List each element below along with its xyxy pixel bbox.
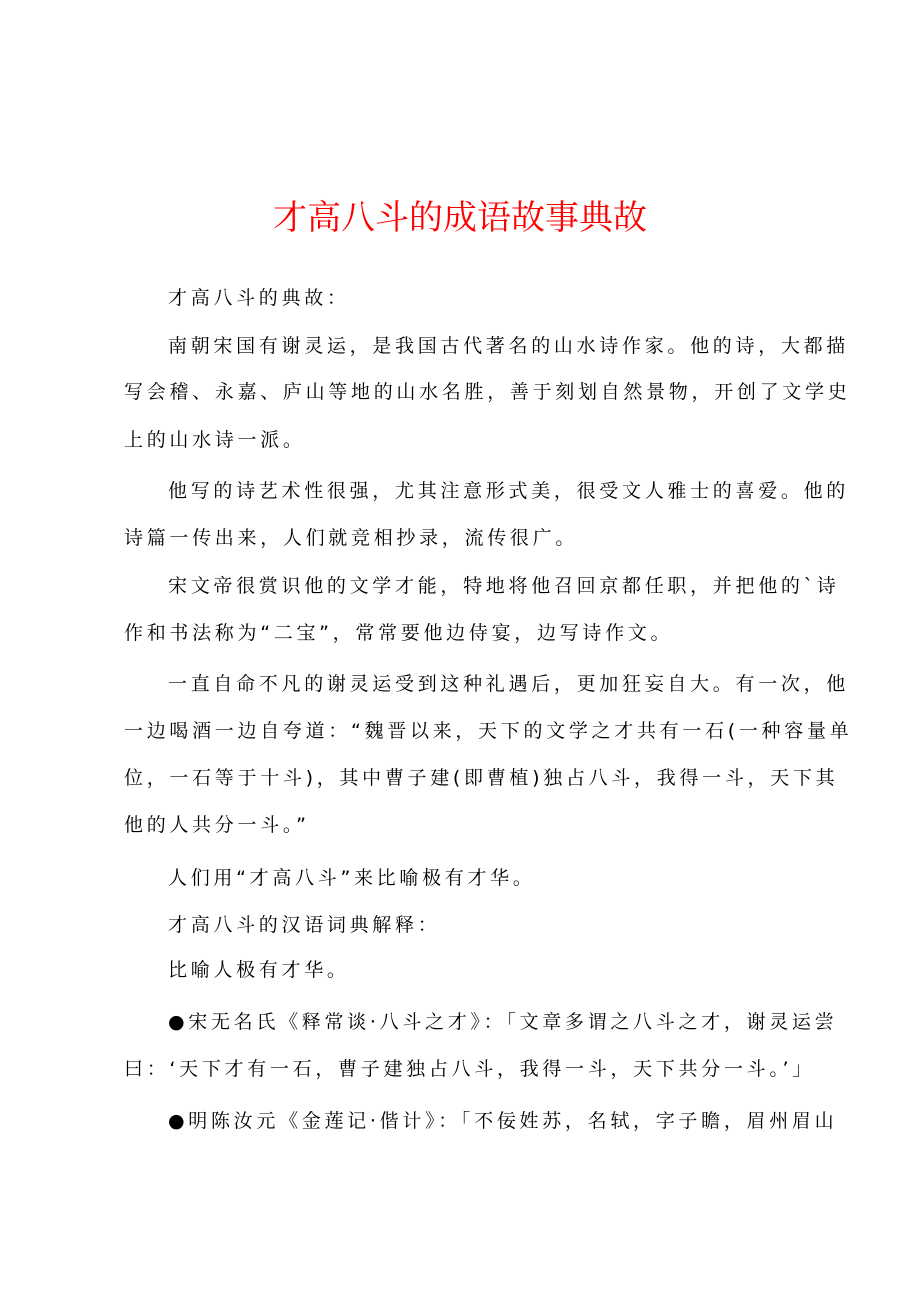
body-line: 宋文帝很赏识他的文学才能，特地将他召回京都任职，并把他的`诗	[168, 575, 840, 597]
body-line: 曰：‘天下才有一石，曹子建独占八斗，我得一斗，天下共分一斗。’」	[124, 1058, 815, 1080]
body-line: 比喻人极有才华。	[168, 959, 350, 981]
body-line: 他的人共分一斗。”	[124, 814, 310, 836]
body-line: 才高八斗的汉语词典解释：	[168, 914, 441, 936]
body-line: 人们用“才高八斗”来比喻极有才华。	[168, 867, 536, 889]
body-line: ●宋无名氏《释常谈·八斗之才》：「文章多谓之八斗之才，谢灵运尝	[168, 1011, 838, 1033]
body-line: 一直自命不凡的谢灵运受到这种礼遇后，更加狂妄自大。有一次，他	[168, 673, 850, 695]
body-line: ●明陈汝元《金莲记·偕计》：「不佞姓苏，名轼，字子瞻，眉州眉山	[168, 1110, 838, 1132]
body-line: 作和书法称为“二宝”，常常要他边侍宴，边写诗作文。	[124, 622, 674, 644]
body-line: 一边喝酒一边自夸道：“魏晋以来，天下的文学之才共有一石(一种容量单	[124, 720, 853, 742]
body-line: 上的山水诗一派。	[124, 429, 306, 451]
body-line: 位，一石等于十斗)，其中曹子建(即曹植)独占八斗，我得一斗，天下其	[124, 767, 839, 789]
body-line: 南朝宋国有谢灵运，是我国古代著名的山水诗作家。他的诗，大都描	[168, 335, 850, 357]
document-title: 才高八斗的成语故事典故	[273, 198, 647, 238]
body-line: 才高八斗的典故：	[168, 287, 350, 309]
body-line: 诗篇一传出来，人们就竞相抄录，流传很广。	[124, 527, 579, 549]
body-line: 写会稽、永嘉、庐山等地的山水名胜，善于刻划自然景物，开创了文学史	[124, 381, 851, 403]
body-line: 他写的诗艺术性很强，尤其注意形式美，很受文人雅士的喜爱。他的	[168, 480, 850, 502]
